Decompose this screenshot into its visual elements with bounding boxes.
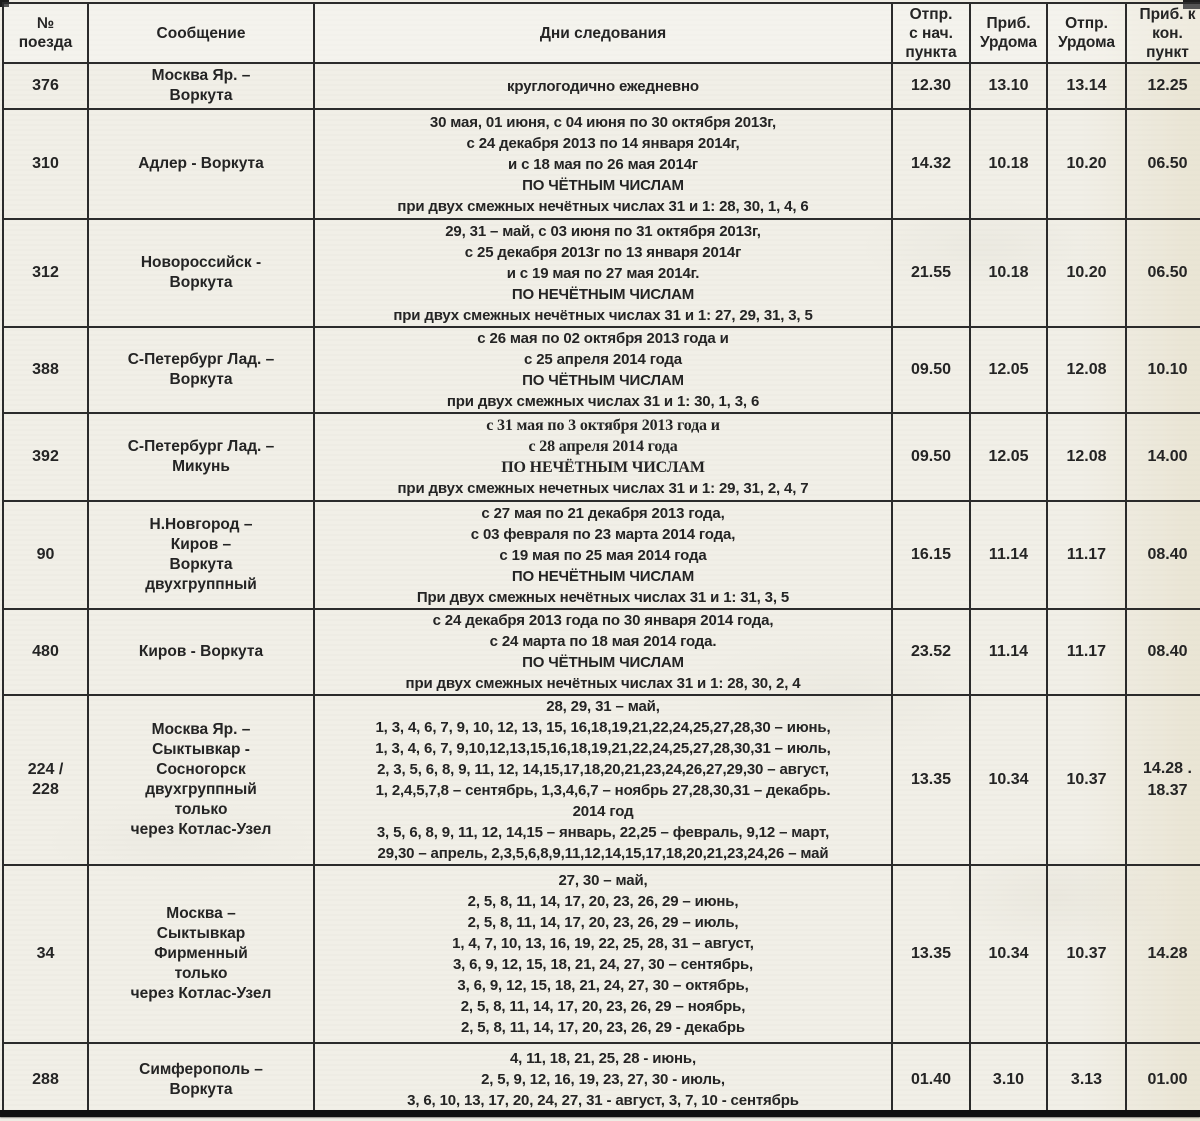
time-cell (892, 413, 970, 501)
day-line: круглогодично ежедневно (507, 77, 699, 95)
time-cell (892, 109, 970, 219)
time-cell-line: 11.17 (1066, 643, 1107, 660)
time-cell-line: 10.18 (988, 155, 1029, 172)
route-cell (88, 1043, 314, 1116)
time-cell-line: 10.18 (988, 264, 1029, 281)
table-row (3, 695, 1200, 865)
train-number-cell-line: 224 / (27, 761, 64, 778)
time-cell (1047, 609, 1126, 695)
column-header-dep_urdoma (1047, 3, 1126, 63)
time-cell (892, 609, 970, 695)
header-label-line: Отпр. (1065, 15, 1108, 32)
route-cell (88, 695, 314, 865)
route-cell-line: двухгруппный (145, 576, 257, 593)
train-number-cell-line: 376 (32, 77, 59, 94)
train-number-cell (3, 1043, 88, 1116)
time-cell (1047, 413, 1126, 501)
train-number-cell-line: 312 (32, 264, 59, 281)
header-row (3, 3, 1200, 63)
day-line: 3, 5, 6, 8, 9, 11, 12, 14,15 – январь, 22,25 – февраль, 9,12 – март, (376, 824, 830, 841)
table-row (3, 865, 1200, 1043)
time-cell (1126, 63, 1200, 109)
time-cell-line: 06.50 (1147, 155, 1188, 172)
day-line: и с 18 мая по 26 мая 2014г (507, 155, 699, 173)
day-line: 2, 3, 5, 6, 8, 9, 11, 12, 14,15,17,18,20,21,23,24,26,27,29,30 – август, (377, 761, 829, 778)
day-line: при двух смежных числах 31 и 1: 30, 1, 3, 6 (446, 393, 760, 410)
train-number-cell (3, 501, 88, 609)
day-line: 2, 5, 8, 11, 14, 17, 20, 23, 26, 29 - декабрь (461, 1019, 745, 1036)
time-cell (970, 865, 1047, 1043)
header-label-line: Сообщение (156, 24, 246, 42)
day-line: 4, 11, 18, 21, 25, 28 - июнь, (509, 1050, 697, 1067)
time-cell-line: 10.37 (1066, 945, 1107, 962)
header-label-line: Урдома (1057, 34, 1116, 51)
day-line: 28, 29, 31 – май, (546, 698, 660, 715)
header-label-line: Урдома (979, 34, 1038, 51)
day-line: ПО ЧЁТНЫМ ЧИСЛАМ (522, 654, 684, 671)
day-line: с 27 мая по 21 декабря 2013 года, (481, 504, 725, 522)
time-cell-line: 12.30 (910, 77, 952, 94)
table-row (3, 63, 1200, 109)
time-cell (1126, 109, 1200, 219)
time-cell (1126, 865, 1200, 1043)
train-number-cell (3, 609, 88, 695)
time-cell (892, 865, 970, 1043)
day-line: с 03 февраля по 23 марта 2014 года, (470, 525, 736, 543)
days-cell (314, 413, 892, 501)
time-cell-line: 12.05 (988, 361, 1029, 378)
time-cell-line: 10.20 (1066, 155, 1107, 172)
route-cell-line: Москва Яр. – (151, 721, 251, 738)
table-row (3, 327, 1200, 413)
table-row (3, 109, 1200, 219)
route-cell-line: Москва – (166, 905, 236, 922)
day-line: 2014 год (572, 803, 634, 820)
days-cell (314, 501, 892, 609)
time-cell (970, 219, 1047, 327)
time-cell-line: 10.10 (1147, 361, 1188, 378)
day-line: ПО НЕЧЁТНЫМ ЧИСЛАМ (511, 567, 695, 585)
time-cell (1047, 501, 1126, 609)
day-line: при двух смежных нечетных числах 31 и 1: 29, 31, 2, 4, 7 (397, 480, 809, 497)
time-cell (892, 1043, 970, 1116)
time-cell-line: 16.15 (910, 546, 952, 563)
day-line: при двух смежных нечётных числах 31 и 1: 27, 29, 31, 3, 5 (393, 306, 813, 324)
time-cell (1126, 695, 1200, 865)
train-number-cell-line: 288 (32, 1070, 59, 1088)
time-cell-line: 13.35 (910, 771, 952, 788)
day-line: При двух смежных нечётных числах 31 и 1: 31, 3, 5 (416, 588, 790, 606)
time-cell-line: 12.25 (1147, 77, 1188, 94)
time-cell (970, 327, 1047, 413)
time-cell-line: 3.13 (1070, 1070, 1103, 1088)
time-cell-line: 12.05 (988, 448, 1029, 465)
time-cell-line: 14.32 (910, 155, 952, 172)
route-cell-line: С-Петербург Лад. – (127, 438, 275, 455)
train-number-cell (3, 219, 88, 327)
day-line: 3, 6, 10, 13, 17, 20, 24, 27, 31 - август, 3, 7, 10 - сентябрь (407, 1092, 799, 1109)
column-header-dep_origin (892, 3, 970, 63)
time-cell-line: 23.52 (910, 643, 952, 660)
time-cell-line: 14.28 . (1143, 760, 1192, 777)
train-number-cell (3, 413, 88, 501)
time-cell (892, 695, 970, 865)
day-line: ПО НЕЧЁТНЫМ ЧИСЛАМ (501, 459, 705, 476)
time-cell-line: 10.34 (988, 945, 1029, 962)
time-cell (1126, 609, 1200, 695)
time-cell (1047, 219, 1126, 327)
train-number-cell (3, 327, 88, 413)
route-cell-line: Москва Яр. – (151, 67, 251, 84)
days-cell (314, 695, 892, 865)
time-cell-line: 09.50 (910, 361, 952, 378)
day-line: ПО ЧЁТНЫМ ЧИСЛАМ (522, 372, 684, 389)
table-row (3, 219, 1200, 327)
route-cell-line: Новороссийск - (140, 254, 262, 271)
table-row (3, 609, 1200, 695)
day-line: с 25 декабря 2013г по 13 января 2014г (464, 243, 742, 261)
time-cell (970, 109, 1047, 219)
time-cell-line: 06.50 (1147, 264, 1188, 281)
time-cell-line: 14.00 (1147, 448, 1188, 465)
table-body (3, 63, 1200, 1116)
time-cell (892, 219, 970, 327)
route-cell (88, 501, 314, 609)
train-number-cell (3, 109, 88, 219)
route-cell-line: Сыктывкар (156, 925, 246, 942)
days-cell (314, 219, 892, 327)
day-line: с 24 декабря 2013 года по 30 января 2014 года, (432, 612, 774, 629)
route-cell-line: только (174, 801, 228, 818)
day-line: с 24 марта по 18 мая 2014 года. (489, 633, 717, 650)
time-cell-line: 11.17 (1066, 546, 1107, 563)
time-cell-line: 11.14 (988, 643, 1029, 660)
day-line: 2, 5, 8, 11, 14, 17, 20, 23, 26, 29 – июнь, (467, 893, 739, 910)
day-line: и с 19 мая по 27 мая 2014г. (506, 264, 700, 282)
day-line: с 26 мая по 02 октября 2013 года и (477, 330, 729, 347)
time-cell (1047, 1043, 1126, 1116)
train-timetable (2, 2, 1200, 1117)
time-cell-line: 18.37 (1147, 782, 1188, 799)
day-line: при двух смежных нечётных числах 31 и 1: 28, 30, 1, 4, 6 (397, 197, 809, 215)
route-cell-line: Воркута (169, 371, 233, 388)
days-cell (314, 865, 892, 1043)
time-cell-line: 21.55 (910, 264, 952, 281)
day-line: 29, 31 – май, с 03 июня по 31 октября 2013г, (445, 222, 761, 240)
time-cell-line: 13.14 (1066, 77, 1107, 94)
time-cell-line: 13.35 (910, 945, 952, 962)
route-cell-line: Микунь (172, 458, 230, 475)
column-header-arr_urdoma (970, 3, 1047, 63)
time-cell-line: 01.40 (910, 1070, 952, 1088)
day-line: при двух смежных нечётных числах 31 и 1: 28, 30, 2, 4 (405, 675, 801, 692)
train-number-cell-line: 480 (32, 643, 59, 660)
time-cell (970, 695, 1047, 865)
day-line: 2, 5, 9, 12, 16, 19, 23, 27, 30 - июль, (481, 1071, 725, 1088)
time-cell (1126, 1043, 1200, 1116)
header-label-line: кон. (1152, 24, 1183, 42)
day-line: 30 мая, 01 июня, с 04 июня по 30 октября 2013г, (429, 113, 777, 131)
time-cell (970, 609, 1047, 695)
day-line: с 24 декабря 2013 по 14 января 2014г, (466, 134, 740, 152)
bottom-rule (0, 1110, 1200, 1117)
route-cell-line: Воркута (169, 274, 233, 291)
route-cell (88, 219, 314, 327)
time-cell-line: 01.00 (1147, 1070, 1188, 1088)
header-label-line: поезда (18, 34, 73, 51)
table-row (3, 1043, 1200, 1116)
day-line: с 25 апреля 2014 года (524, 351, 682, 368)
day-line: ПО ЧЁТНЫМ ЧИСЛАМ (522, 176, 684, 194)
time-cell (892, 327, 970, 413)
time-cell (1126, 219, 1200, 327)
time-cell (1126, 413, 1200, 501)
time-cell-line: 10.34 (988, 771, 1029, 788)
route-cell-line: через Котлас-Узел (130, 985, 272, 1002)
day-line: 1, 2,4,5,7,8 – сентябрь, 1,3,4,6,7 – ноябрь 27,28,30,31 – декабрь. (375, 782, 831, 799)
header-label-line: № (36, 15, 55, 32)
day-line: с 28 апреля 2014 года (528, 438, 678, 455)
time-cell (892, 63, 970, 109)
time-cell (1047, 109, 1126, 219)
route-cell (88, 109, 314, 219)
day-line: 3, 6, 9, 12, 15, 18, 21, 24, 27, 30 – октябрь, (457, 977, 749, 994)
header-label-line: Приб. к (1139, 5, 1196, 23)
time-cell (1047, 63, 1126, 109)
time-cell-line: 09.50 (910, 448, 952, 465)
train-number-cell-line: 34 (36, 945, 55, 962)
header-label-line: Приб. (986, 15, 1031, 32)
day-line: с 19 мая по 25 мая 2014 года (499, 546, 707, 564)
train-number-cell (3, 63, 88, 109)
time-cell (1047, 327, 1126, 413)
day-line: с 31 мая по 3 октября 2013 года и (486, 417, 720, 434)
day-line: 2, 5, 8, 11, 14, 17, 20, 23, 26, 29 – ноябрь, (460, 998, 746, 1015)
time-cell (970, 501, 1047, 609)
days-cell (314, 327, 892, 413)
time-cell-line: 12.08 (1066, 361, 1107, 378)
time-cell (892, 501, 970, 609)
day-line: 1, 4, 7, 10, 13, 16, 19, 22, 25, 28, 31 – август, (452, 935, 754, 952)
train-number-cell (3, 695, 88, 865)
train-number-cell-line: 228 (32, 781, 59, 798)
time-cell-line: 3.10 (992, 1070, 1025, 1088)
route-cell (88, 413, 314, 501)
days-cell (314, 1043, 892, 1116)
route-cell-line: Сосногорск (156, 761, 246, 778)
route-cell (88, 865, 314, 1043)
header-label-line: Дни следования (539, 24, 667, 42)
time-cell (970, 413, 1047, 501)
route-cell-line: Воркута (169, 87, 233, 104)
route-cell-line: С-Петербург Лад. – (127, 351, 275, 368)
time-cell-line: 14.28 (1147, 945, 1188, 962)
route-cell-line: Воркута (169, 556, 233, 573)
day-line: 3, 6, 9, 12, 15, 18, 21, 24, 27, 30 – сентябрь, (452, 956, 754, 973)
column-header-arr_dest (1126, 3, 1200, 63)
day-line: 1, 3, 4, 6, 7, 9, 10, 12, 13, 15, 16,18,19,21,22,24,25,27,28,30 – июнь, (375, 719, 831, 736)
column-header-num (3, 3, 88, 63)
route-cell-line: Сыктывкар - (152, 741, 250, 758)
time-cell (1126, 327, 1200, 413)
header-label-line: пункта (905, 43, 957, 61)
time-cell (1047, 865, 1126, 1043)
time-cell-line: 13.10 (988, 77, 1029, 94)
time-cell-line: 10.37 (1066, 771, 1107, 788)
train-number-cell (3, 865, 88, 1043)
days-cell (314, 63, 892, 109)
table-row (3, 413, 1200, 501)
route-cell-line: Адлер - Воркута (138, 155, 264, 172)
time-cell (970, 1043, 1047, 1116)
route-cell-line: Воркута (169, 1080, 233, 1098)
route-cell-line: Фирменный (154, 945, 248, 962)
column-header-days (314, 3, 892, 63)
time-cell (1126, 501, 1200, 609)
table-row (3, 501, 1200, 609)
header-label-line: с нач. (909, 24, 953, 42)
route-cell-line: только (174, 965, 228, 982)
route-cell-line: двухгруппный (145, 781, 257, 798)
route-cell (88, 327, 314, 413)
route-cell (88, 609, 314, 695)
day-line: 27, 30 – май, (558, 872, 648, 889)
day-line: 1, 3, 4, 6, 7, 9,10,12,13,15,16,18,19,21,22,24,25,27,28,30,31 – июль, (375, 740, 831, 757)
route-cell-line: Киров - Воркута (138, 643, 264, 660)
column-header-route (88, 3, 314, 63)
train-number-cell-line: 392 (32, 448, 59, 465)
time-cell (970, 63, 1047, 109)
time-cell-line: 08.40 (1147, 546, 1188, 563)
time-cell-line: 10.20 (1066, 264, 1107, 281)
train-number-cell-line: 310 (32, 155, 59, 172)
time-cell (1047, 695, 1126, 865)
train-number-cell-line: 388 (32, 361, 59, 378)
time-cell-line: 08.40 (1147, 643, 1188, 660)
route-cell-line: Н.Новгород – (149, 516, 253, 533)
route-cell (88, 63, 314, 109)
header-label-line: пункт (1146, 43, 1189, 61)
day-line: ПО НЕЧЁТНЫМ ЧИСЛАМ (511, 285, 695, 303)
time-cell-line: 12.08 (1066, 448, 1107, 465)
days-cell (314, 609, 892, 695)
day-line: 2, 5, 8, 11, 14, 17, 20, 23, 26, 29 – июль, (467, 914, 739, 931)
route-cell-line: Киров – (170, 536, 232, 553)
time-cell-line: 11.14 (988, 546, 1029, 563)
route-cell-line: Симферополь – (139, 1060, 263, 1078)
route-cell-line: через Котлас-Узел (130, 821, 272, 838)
train-number-cell-line: 90 (36, 546, 55, 563)
day-line: 29,30 – апрель, 2,3,5,6,8,9,11,12,14,15,17,18,20,21,23,24,26 – май (377, 845, 829, 862)
header-label-line: Отпр. (909, 5, 953, 23)
days-cell (314, 109, 892, 219)
